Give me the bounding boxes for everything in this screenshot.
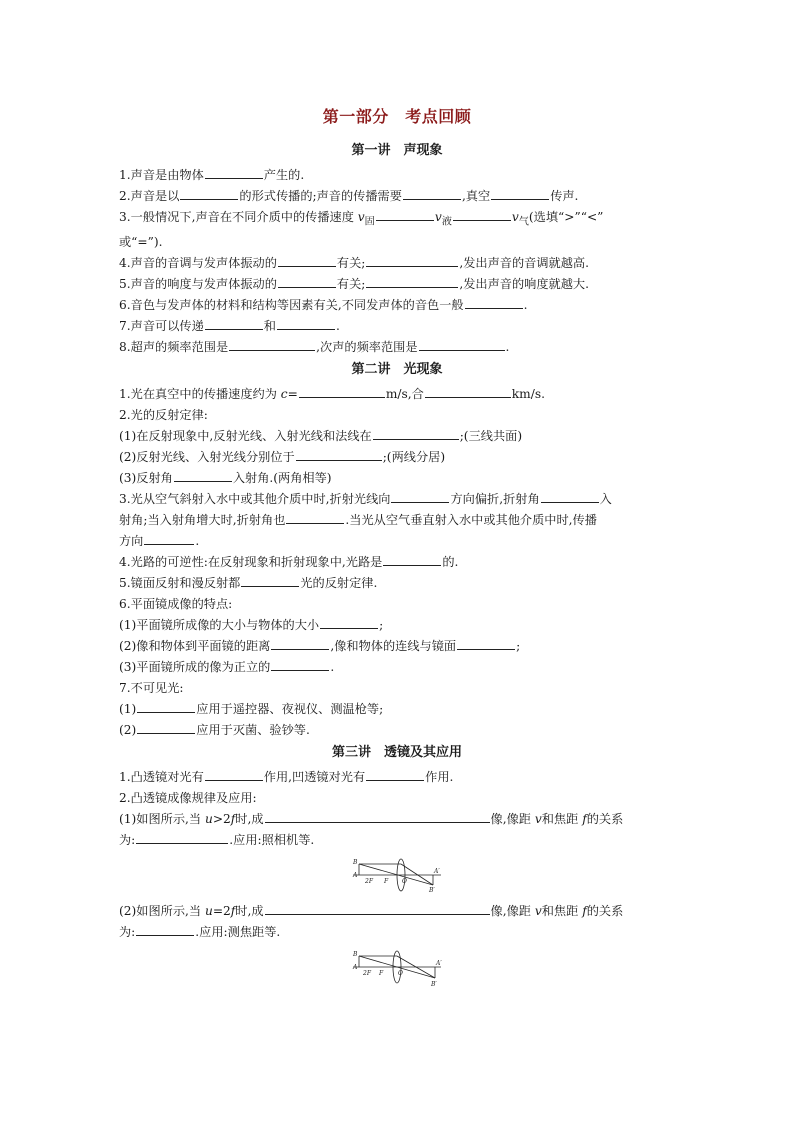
question-line: 2.光的反射定律: bbox=[119, 408, 208, 423]
question-line: 或“=”). bbox=[119, 235, 163, 250]
question-line: 为: .应用:照相机等. bbox=[119, 830, 675, 851]
question-line: 1.声音是由物体 产生的. bbox=[119, 165, 675, 186]
fill-blank[interactable] bbox=[271, 657, 329, 671]
question-line: 7.声音可以传递 和 . bbox=[119, 316, 675, 337]
question-line: (1)平面镜所成像的大小与物体的大小 ; bbox=[119, 615, 675, 636]
fill-blank[interactable] bbox=[180, 186, 238, 200]
fill-blank[interactable] bbox=[229, 337, 315, 351]
fill-blank[interactable] bbox=[376, 207, 434, 221]
question-line: (1)如图所示,当 u>2f时,成 像,像距 v和焦距 f的关系 bbox=[119, 809, 675, 830]
fill-blank[interactable] bbox=[286, 510, 344, 524]
fill-blank[interactable] bbox=[425, 384, 511, 398]
label-2F: 2F bbox=[363, 970, 371, 978]
fill-blank[interactable] bbox=[403, 186, 461, 200]
question-line: (3)平面镜所成的像为正立的 . bbox=[119, 657, 675, 678]
fill-blank[interactable] bbox=[144, 531, 194, 545]
lens-diagram-u-equal-2f bbox=[351, 947, 443, 989]
question-line: 2.声音是以 的形式传播的;声音的传播需要 ,真空 传声. bbox=[119, 186, 675, 207]
fill-blank[interactable] bbox=[136, 830, 228, 844]
section-title-light: 第二讲 光现象 bbox=[351, 362, 443, 378]
fill-blank[interactable] bbox=[277, 316, 335, 330]
question-line: (2)如图所示,当 u=2f时,成 像,像距 v和焦距 f的关系 bbox=[119, 901, 675, 922]
label-O: O bbox=[402, 878, 407, 886]
fill-blank[interactable] bbox=[373, 426, 459, 440]
label-A: A bbox=[353, 964, 358, 972]
fill-blank[interactable] bbox=[271, 636, 329, 650]
fill-blank[interactable] bbox=[241, 573, 299, 587]
question-line: 1.光在真空中的传播速度约为 c= m/s,合 km/s. bbox=[119, 384, 675, 405]
fill-blank[interactable] bbox=[265, 901, 490, 915]
question-line: 为: .应用:测焦距等. bbox=[119, 922, 675, 943]
fill-blank[interactable] bbox=[136, 922, 194, 936]
label-B-prime: B′ bbox=[429, 887, 435, 895]
fill-blank[interactable] bbox=[366, 253, 458, 267]
fill-blank[interactable] bbox=[205, 316, 263, 330]
document-page bbox=[119, 104, 675, 995]
section-title-sound: 第一讲 声现象 bbox=[351, 143, 443, 158]
fill-blank[interactable] bbox=[205, 767, 263, 781]
fill-blank[interactable] bbox=[366, 274, 458, 288]
fill-blank[interactable] bbox=[383, 552, 441, 566]
fill-blank[interactable] bbox=[366, 767, 424, 781]
fill-blank[interactable] bbox=[278, 253, 336, 267]
document-title: 第一部分 考点回顾 bbox=[322, 107, 472, 126]
lens-diagram-u-greater-2f bbox=[351, 855, 443, 895]
label-A-prime: A′ bbox=[436, 960, 442, 968]
question-line: (1) 应用于遥控器、夜视仪、测温枪等; bbox=[119, 699, 675, 720]
question-line: 4.声音的音调与发声体振动的 有关; ,发出声音的音调就越高. bbox=[119, 253, 675, 274]
label-F: F bbox=[384, 878, 389, 886]
fill-blank[interactable] bbox=[205, 165, 263, 179]
fill-blank[interactable] bbox=[491, 186, 549, 200]
fill-blank[interactable] bbox=[278, 274, 336, 288]
fill-blank[interactable] bbox=[453, 207, 511, 221]
fill-blank[interactable] bbox=[265, 809, 490, 823]
fill-blank[interactable] bbox=[137, 699, 195, 713]
label-F: F bbox=[379, 970, 384, 978]
fill-blank[interactable] bbox=[541, 489, 599, 503]
fill-blank[interactable] bbox=[296, 447, 382, 461]
question-line: 4.光路的可逆性:在反射现象和折射现象中,光路是 的. bbox=[119, 552, 675, 573]
fill-blank[interactable] bbox=[457, 636, 515, 650]
question-line: 射角;当入射角增大时,折射角也 .当光从空气垂直射入水中或其他介质中时,传播 bbox=[119, 510, 675, 531]
question-line: 5.镜面反射和漫反射都 光的反射定律. bbox=[119, 573, 675, 594]
label-A: A bbox=[353, 872, 358, 880]
question-line: 2.凸透镜成像规律及应用: bbox=[119, 791, 257, 806]
label-A-prime: A′ bbox=[434, 868, 440, 876]
question-line: 1.凸透镜对光有 作用,凹透镜对光有 作用. bbox=[119, 767, 675, 788]
label-B: B bbox=[353, 859, 358, 867]
question-line: 6.音色与发声体的材料和结构等因素有关,不同发声体的音色一般 . bbox=[119, 295, 675, 316]
label-B-prime: B′ bbox=[431, 981, 437, 989]
label-2F: 2F bbox=[365, 878, 373, 886]
question-line: 5.声音的响度与发声体振动的 有关; ,发出声音的响度就越大. bbox=[119, 274, 675, 295]
question-line: 3.光从空气斜射入水中或其他介质中时,折射光线向 方向偏折,折射角 入 bbox=[119, 489, 675, 510]
question-line: (1)在反射现象中,反射光线、入射光线和法线在 ;(三线共面) bbox=[119, 426, 675, 447]
fill-blank[interactable] bbox=[419, 337, 505, 351]
fill-blank[interactable] bbox=[137, 720, 195, 734]
question-line: 7.不可见光: bbox=[119, 681, 184, 696]
question-line: (2) 应用于灭菌、验钞等. bbox=[119, 720, 675, 741]
fill-blank[interactable] bbox=[299, 384, 385, 398]
label-B: B bbox=[353, 951, 358, 959]
fill-blank[interactable] bbox=[465, 295, 523, 309]
question-line: 6.平面镜成像的特点: bbox=[119, 597, 233, 612]
label-O: O bbox=[398, 970, 403, 978]
fill-blank[interactable] bbox=[391, 489, 449, 503]
fill-blank[interactable] bbox=[320, 615, 378, 629]
question-line: 3.一般情况下,声音在不同介质中的传播速度 $v_固$ $v_液$ $v_气$(选填“>”“<” bbox=[119, 207, 675, 232]
question-line: (3)反射角 入射角.(两角相等) bbox=[119, 468, 675, 489]
question-line: 8.超声的频率范围是 ,次声的频率范围是 . bbox=[119, 337, 675, 358]
question-line: 方向 . bbox=[119, 531, 675, 552]
section-title-lens: 第三讲 透镜及其应用 bbox=[331, 745, 462, 761]
fill-blank[interactable] bbox=[174, 468, 232, 482]
question-line: (2)反射光线、入射光线分别位于 ;(两线分居) bbox=[119, 447, 675, 468]
question-line: (2)像和物体到平面镜的距离 ,像和物体的连线与镜面 ; bbox=[119, 636, 675, 657]
